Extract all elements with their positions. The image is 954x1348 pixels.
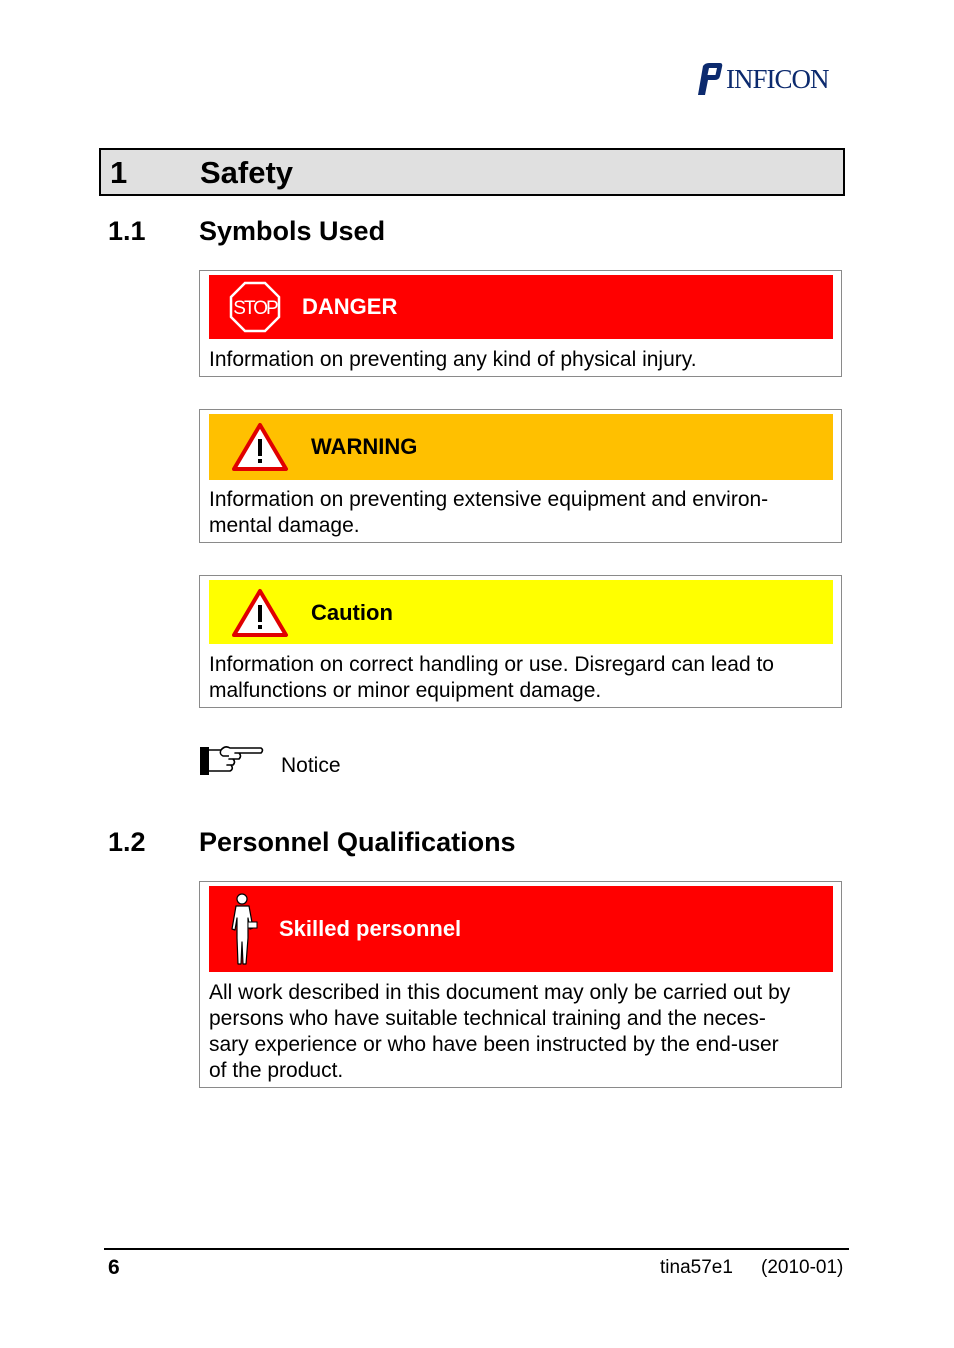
warning-triangle-icon — [231, 422, 289, 472]
caution-triangle-icon — [231, 588, 289, 638]
caution-text-line: malfunctions or minor equipment damage. — [209, 679, 602, 702]
inficon-logo-icon — [694, 62, 724, 96]
skilled-person-icon — [229, 892, 259, 968]
caution-header — [209, 580, 833, 644]
danger-header — [209, 275, 833, 339]
footer-rule — [104, 1248, 849, 1250]
inficon-logo — [694, 62, 846, 96]
danger-box — [199, 270, 842, 377]
document-date: (2010-01) — [761, 1257, 844, 1278]
pointing-hand-icon — [199, 744, 265, 776]
section-title: Symbols Used — [199, 216, 386, 246]
caution-box — [199, 575, 842, 708]
chapter-heading — [99, 148, 845, 196]
skilled-text-line: All work described in this document may only be carried out by — [209, 981, 791, 1004]
chapter-number: 1 — [110, 155, 128, 190]
danger-text: Information on preventing any kind of physical injury. — [209, 348, 697, 371]
warning-header — [209, 414, 833, 480]
skilled-text-line: persons who have suitable technical training and the neces- — [209, 1007, 766, 1030]
page-number: 6 — [108, 1256, 120, 1279]
warning-text — [209, 487, 833, 539]
stop-sign-icon — [229, 281, 281, 333]
skilled-personnel-box — [199, 881, 842, 1088]
danger-label: DANGER — [302, 294, 398, 319]
skilled-personnel-header — [209, 886, 833, 972]
notice-label: Notice — [281, 754, 341, 777]
caution-text — [209, 652, 833, 704]
logo-text: INFICON — [726, 63, 829, 94]
section-number: 1.1 — [108, 216, 146, 246]
skilled-text-line: of the product. — [209, 1059, 344, 1082]
chapter-title: Safety — [200, 155, 294, 190]
caution-label: Caution — [311, 600, 393, 625]
section-title: Personnel Qualifications — [199, 827, 516, 857]
skilled-personnel-label: Skilled personnel — [279, 916, 462, 941]
warning-text-line: Information on preventing extensive equipment and environ- — [209, 488, 769, 511]
warning-text-line: mental damage. — [209, 514, 360, 537]
document-id: tina57e1 — [660, 1257, 733, 1278]
warning-label: WARNING — [311, 434, 418, 459]
caution-text-line: Information on correct handling or use. Disregard can lead to — [209, 653, 774, 676]
warning-box — [199, 409, 842, 543]
stop-sign-text: STOP — [233, 298, 277, 319]
skilled-text-line: sary experience or who have been instructed by the end-user — [209, 1033, 779, 1056]
skilled-personnel-text — [209, 980, 833, 1084]
section-number: 1.2 — [108, 827, 146, 857]
